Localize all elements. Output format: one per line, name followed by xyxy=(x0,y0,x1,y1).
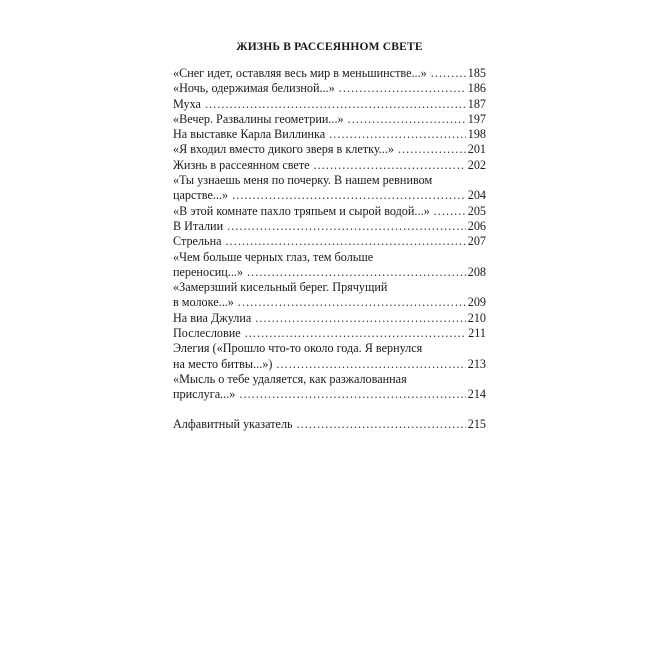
toc-entry[interactable] xyxy=(173,372,486,403)
toc-entry-title-line: царстве...» xyxy=(173,188,229,203)
toc-entry[interactable] xyxy=(173,97,486,112)
dot-leader xyxy=(325,127,466,142)
toc-entry[interactable] xyxy=(173,112,486,127)
dot-leader xyxy=(272,357,466,372)
section-title: ЖИЗНЬ В РАССЕЯННОМ СВЕТЕ xyxy=(236,41,423,53)
toc-entry-row xyxy=(173,204,486,219)
toc-entry-title-line: «Ночь, одержимая белизной...» xyxy=(173,81,335,96)
toc-page-number: 211 xyxy=(468,326,486,341)
toc-entry[interactable] xyxy=(173,311,486,326)
toc-entry-title-line: «Я входил вместо дикого зверя в клетку...» xyxy=(173,142,394,157)
toc-entry-row xyxy=(173,127,486,142)
toc-entry[interactable] xyxy=(173,234,486,249)
toc-entry[interactable] xyxy=(173,158,486,173)
toc-page xyxy=(173,40,486,432)
toc-entry-title-line: переносиц...» xyxy=(173,264,244,279)
toc-page-number: 185 xyxy=(467,66,486,80)
toc-page-number: 202 xyxy=(467,157,486,172)
toc-entry-row xyxy=(173,326,486,341)
toc-entry-row xyxy=(173,234,486,249)
toc-entry-row xyxy=(173,311,486,326)
toc-entry[interactable] xyxy=(173,127,486,142)
toc-entry[interactable] xyxy=(173,280,486,311)
toc-entry-title-line: В Италии xyxy=(173,218,224,233)
toc-entry-row xyxy=(173,66,486,81)
toc-index-list xyxy=(173,417,486,432)
toc-entry-row xyxy=(173,112,486,127)
toc-entry-title-line: «Снег идет, оставляя весь мир в меньшинстве...» xyxy=(173,66,427,80)
toc-page-number: 215 xyxy=(467,416,486,431)
toc-entry-title-line: на место битвы...») xyxy=(173,356,273,371)
dot-leader xyxy=(293,417,466,432)
toc-entry-title-line: «Чем больше черных глаз, тем больше xyxy=(173,249,374,264)
toc-entry-title-line: На выставке Карла Виллинка xyxy=(173,127,326,142)
toc-page-number: 210 xyxy=(467,310,486,325)
toc-entry[interactable] xyxy=(173,219,486,234)
toc-entry[interactable] xyxy=(173,341,486,372)
toc-entry-title-line: «В этой комнате пахло тряпьем и сырой водой...» xyxy=(173,203,430,218)
toc-page-number: 204 xyxy=(467,188,486,203)
toc-page-number: 208 xyxy=(467,264,486,279)
dot-leader xyxy=(243,265,466,280)
toc-entry-title-line: «Мысль о тебе удаляется, как разжалованная xyxy=(173,371,407,386)
toc-entry[interactable] xyxy=(173,66,486,81)
dot-leader xyxy=(251,311,466,326)
dot-leader xyxy=(223,219,466,234)
toc-entry-title-line: прислуга...» xyxy=(173,387,236,402)
toc-entry[interactable] xyxy=(173,326,486,341)
toc-entry-title-line: «Замерзший кисельный берег. Прячущий xyxy=(173,280,388,295)
toc-page-number: 209 xyxy=(467,295,486,310)
toc-entry-row xyxy=(173,188,486,203)
toc-entry-row xyxy=(173,357,486,372)
toc-list xyxy=(173,66,486,403)
toc-entry-row xyxy=(173,97,486,112)
toc-page-number: 207 xyxy=(467,234,486,249)
dot-leader xyxy=(228,188,466,203)
toc-entry-row xyxy=(173,295,486,310)
toc-page-number: 187 xyxy=(467,96,486,111)
toc-entry-row xyxy=(173,387,486,402)
toc-entry-title-line: Алфавитный указатель xyxy=(173,416,293,431)
toc-entry[interactable] xyxy=(173,204,486,219)
toc-entry-row xyxy=(173,417,486,432)
toc-entry-row xyxy=(173,158,486,173)
dot-leader xyxy=(310,158,466,173)
toc-entry[interactable] xyxy=(173,250,486,281)
dot-leader xyxy=(241,326,466,341)
toc-page-number: 197 xyxy=(467,111,486,126)
toc-entry-title-line: в молоке...» xyxy=(173,295,234,310)
toc-spacer xyxy=(173,403,486,417)
toc-entry[interactable] xyxy=(173,81,486,96)
dot-leader xyxy=(344,112,466,127)
dot-leader xyxy=(427,66,466,81)
toc-page-number: 214 xyxy=(467,387,486,402)
toc-entry[interactable] xyxy=(173,142,486,157)
toc-page-number: 198 xyxy=(467,127,486,142)
toc-page-number: 205 xyxy=(467,203,486,218)
toc-entry-row xyxy=(173,219,486,234)
toc-page-number: 186 xyxy=(467,81,486,96)
toc-page-number: 213 xyxy=(467,356,486,371)
toc-entry-title-line: «Ты узнаешь меня по почерку. В нашем ревнивом xyxy=(173,173,433,188)
toc-entry-title-line: На виа Джулиа xyxy=(173,310,252,325)
toc-entry-index[interactable] xyxy=(173,417,486,432)
toc-entry-row xyxy=(173,142,486,157)
toc-entry-row xyxy=(173,81,486,96)
toc-entry-title-line: Муха xyxy=(173,96,201,111)
dot-leader xyxy=(430,204,466,219)
dot-leader xyxy=(201,97,466,112)
toc-entry-row xyxy=(173,265,486,280)
dot-leader xyxy=(222,234,466,249)
dot-leader xyxy=(335,81,466,96)
dot-leader xyxy=(234,295,466,310)
toc-entry-title-line: Жизнь в рассеянном свете xyxy=(173,157,310,172)
toc-page-number: 206 xyxy=(467,218,486,233)
toc-entry-title-line: Элегия («Прошло что-то около года. Я вернулся xyxy=(173,341,423,356)
toc-entry-title-line: «Вечер. Развалины геометрии...» xyxy=(173,111,344,126)
dot-leader xyxy=(235,387,466,402)
dot-leader xyxy=(394,142,466,157)
toc-entry-title-line: Стрельна xyxy=(173,234,222,249)
toc-entry-title-line: Послесловие xyxy=(173,326,241,341)
toc-page-number: 201 xyxy=(467,142,486,157)
toc-entry[interactable] xyxy=(173,173,486,204)
